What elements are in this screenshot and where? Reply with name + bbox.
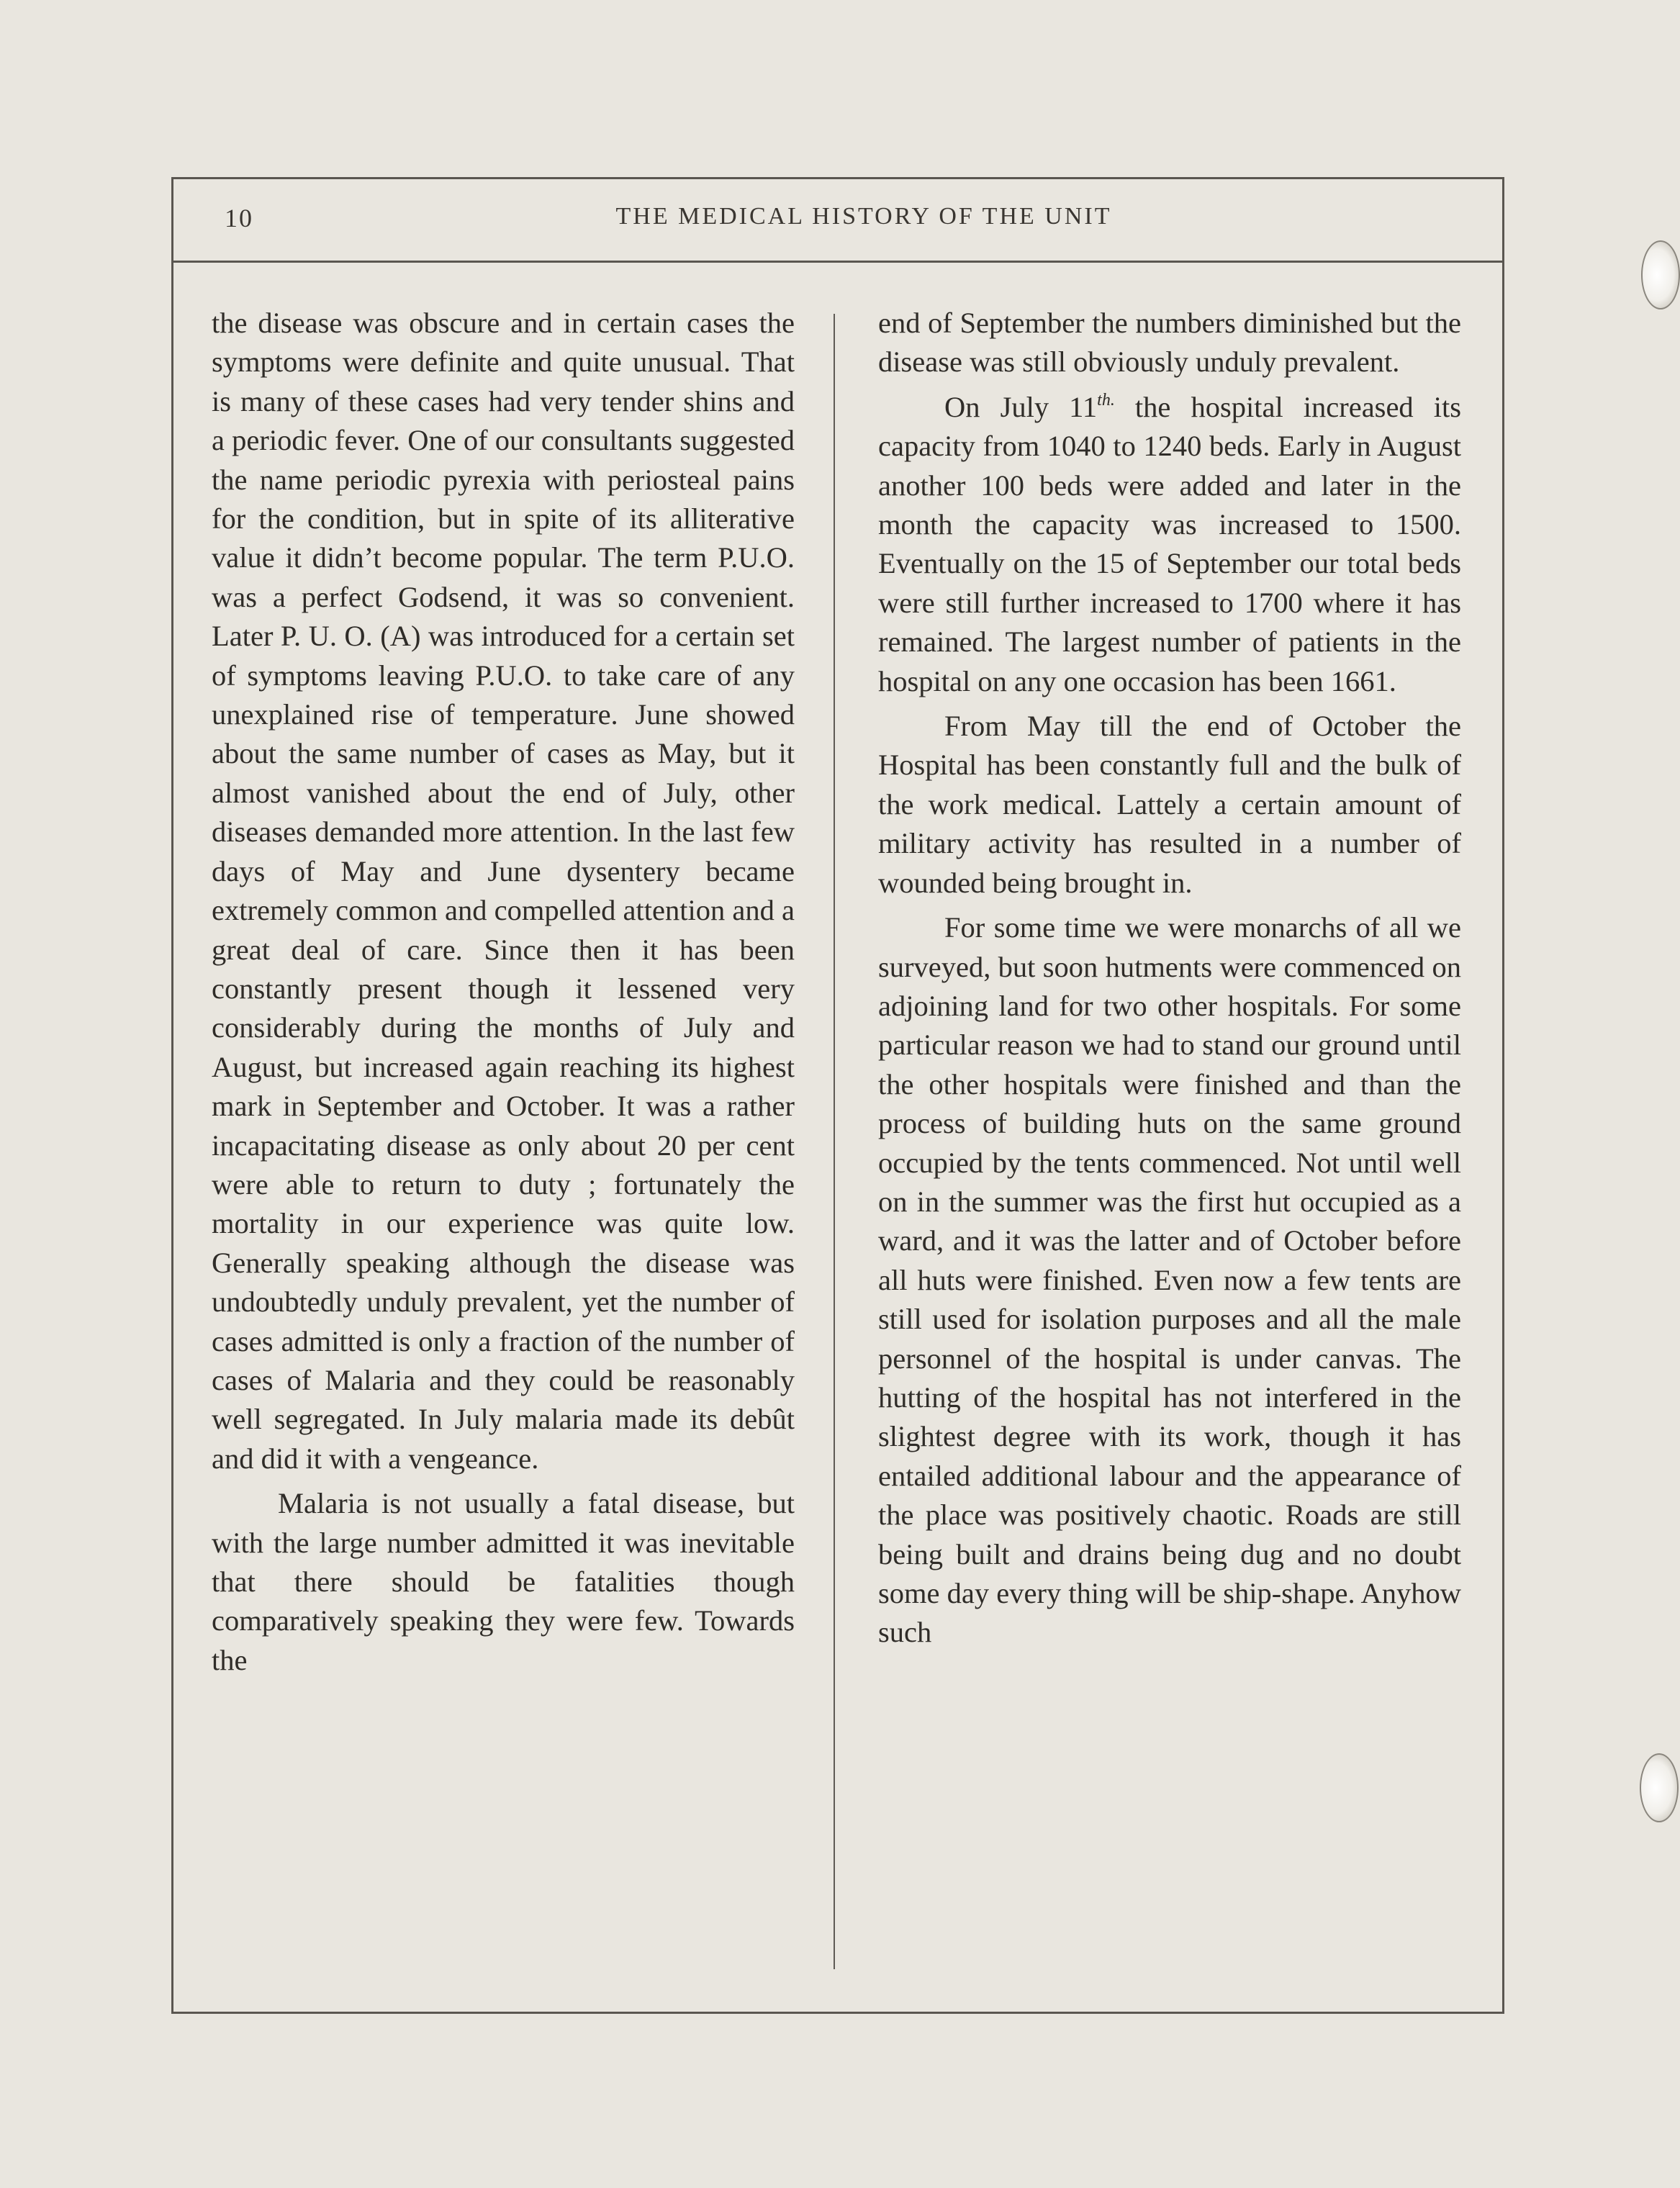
binding-hole-bottom [1640, 1753, 1679, 1822]
right-column [878, 304, 1461, 1653]
left-paragraph-1: the disease was obscure and in certain cases the symptoms were definite and quite unusual. That is many of these cases had very tender shins and a periodic fever. One of our consultants suggested the name periodic pyrexia with periosteal pains for the condition, but in spite of its alliterative value it didn’t become popular. The term P.U.O. was a perfect Godsend, it was so convenient. Later P. U. O. (A) was introduced for a certain set of symptoms leaving P.U.O. to take care of any unexplained rise of temperature. June showed about the same number of cases as May, but it almost vanished about the end of July, other diseases demanded more attention. In the last few days of May and June dysentery became extremely common and compelled attention and a great deal of care. Since then it has been constantly present though it lessened very considerably during the months of July and August, but increased again reaching its highest mark in September and October. It was a rather incapacitating disease as only about 20 per cent were able to return to duty ; fortunately the mortality in our experience was quite low. Generally speaking although the disease was undoubtedly unduly prevalent, yet the number of cases admitted is only a fraction of the number of cases of Malaria and they could be reasonably well segregated. In July malaria made its debût and did it with a vengeance. [212, 307, 795, 1475]
ordinal-superscript: th. [1097, 390, 1115, 410]
left-column [212, 304, 795, 1680]
page-number: 10 [225, 204, 253, 232]
binding-hole-top [1641, 240, 1680, 309]
right-paragraph-2 [878, 388, 1461, 701]
right-paragraph-2-start: On July 11 [944, 390, 1098, 423]
running-head-title: THE MEDICAL HISTORY OF THE UNIT [615, 203, 1112, 230]
left-paragraph-2: Malaria is not usually a fatal disease, but with the large number admitted it was inevitable that there should be fatalities though comparatively speaking they were few. Towards the [212, 1487, 795, 1676]
column-divider [834, 314, 835, 1969]
right-paragraph-3: From May till the end of October the Hospital has been constantly full and the bulk of the work medical. Lattely a certain amount of military activity has resulted in a number of wounded being brought in. [878, 710, 1461, 899]
right-paragraph-4: For some time we were monarchs of all we surveyed, but soon hutments were commenced on adjoining land for two other hospitals. For some particular reason we had to stand our ground until the other hospitals were finished and than the process of building huts on the same ground occupied by the tents commenced. Not until well on in the summer was the first hut occupied as a ward, and it was the latter and of October before all huts were finished. Even now a few tents are still used for isolation purposes and all the male personnel of the hospital is under canvas. The hutting of the hospital has not interfered in the slightest degree with its work, though it has entailed additional labour and the appearance of the place was positively chaotic. Roads are still being built and drains being dug and no doubt some day every thing will be ship-shape. Anyhow such [878, 911, 1461, 1649]
right-paragraph-2-rest: the hospital increased its capacity from 1040 to 1240 beds. Early in August another 100 beds were added and later in the month the capacity was increased to 1500. Eventually on the 15 of September our total beds were still further increased to 1700 where it has remained. The largest number of patients in the hospital on any one occasion has been 1661. [878, 390, 1461, 697]
right-paragraph-1: end of September the numbers diminished but the disease was still obviously unduly prevalent. [878, 307, 1461, 379]
header-rule [171, 261, 1504, 263]
